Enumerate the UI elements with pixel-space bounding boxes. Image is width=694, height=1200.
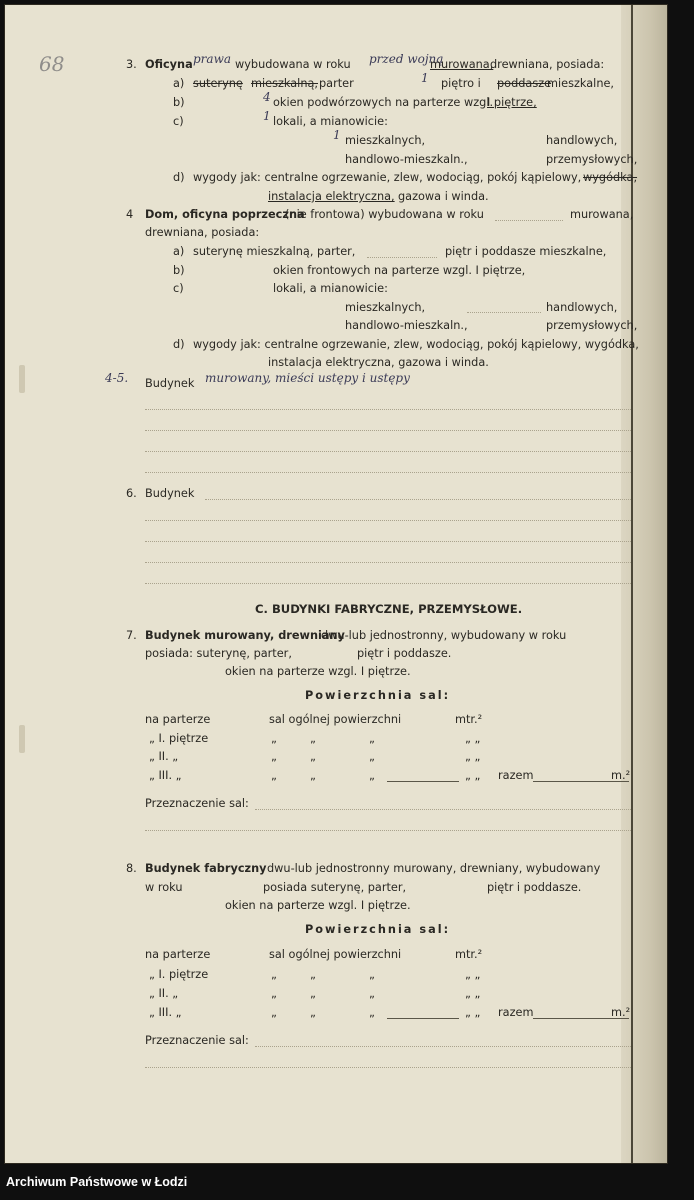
sec4-c-label: c) [173, 282, 184, 295]
sec6-line [145, 562, 631, 563]
sec7-ditto: „ [271, 732, 277, 745]
archive-footer [0, 1166, 694, 1200]
page-number: 68 [39, 52, 65, 76]
sec7-line3: okien na parterze wzgl. I piętrze. [225, 665, 411, 678]
sec3-a-suteryne: suterynę [193, 77, 243, 90]
sec3-line1-murowana: murowana, [430, 58, 494, 71]
sec7-ditto: „ [271, 769, 277, 782]
sec8-ditto: „ [369, 987, 375, 1000]
sec6-line [145, 541, 631, 542]
archive-name: Archiwum Państwowe w Łodzi [6, 1175, 188, 1189]
sec8-razem: razem [498, 1006, 534, 1019]
sec8-line [145, 1067, 631, 1068]
sec3-d-instalacja: instalacja elektryczna, [268, 190, 395, 203]
sec8-ditto: „ [271, 987, 277, 1000]
sec8-sal-ogolnej: sal ogólnej powierzchni [269, 948, 402, 961]
sec8-number: 8. [126, 862, 137, 875]
sec3-c-label: c) [173, 115, 184, 128]
sec7-line1: dwu-lub jednostronny, wybudowany w roku [321, 629, 567, 642]
binding-mark [19, 725, 25, 753]
sec5-line [145, 451, 631, 452]
sec5-handwritten-text: murowany, mieści ustępy i ustępy [205, 371, 410, 385]
sec7-m2: m.² [611, 769, 631, 782]
sec4-b-label: b) [173, 264, 185, 277]
sec8-pow-title: Powierzchnia sal: [305, 923, 451, 936]
sec3-d-label: d) [173, 171, 185, 184]
sec3-line1-a: wybudowana w roku [235, 58, 351, 71]
sec4-blank [467, 312, 541, 313]
sec7-ditto: „ [310, 769, 316, 782]
sec8-row1: „ I. piętrze [149, 968, 209, 981]
sec3-b-label: b) [173, 96, 185, 109]
sec4-line1-murowana: murowana, [570, 208, 634, 221]
sec7-sum-line [387, 781, 459, 782]
sec7-na-parterze: na parterze [145, 713, 211, 726]
sec6-line [145, 583, 631, 584]
sec8-ditto: „ [369, 968, 375, 981]
sec7-ditto: „ [369, 750, 375, 763]
sec3-handwritten-lokali: 1 [263, 109, 271, 123]
sec7-ditto: „ [310, 750, 316, 763]
sec7-line2-b: piętr i poddasze. [357, 647, 452, 660]
sec7-sal-ogolnej: sal ogólnej powierzchni [269, 713, 402, 726]
sec3-handwritten-pietro: 1 [421, 71, 429, 85]
sec4-d-text1: wygody jak: centralne ogrzewanie, zlew, wodociąg, pokój kąpielowy, wygódka, [193, 338, 639, 351]
sec4-a-label: a) [173, 245, 185, 258]
sec8-sum-line [387, 1018, 459, 1019]
sec7-row3: „ III. „ [149, 769, 182, 782]
sec7-row1: „ I. piętrze [149, 732, 209, 745]
sec3-a-mieszkalna: mieszkalną, [251, 77, 318, 90]
sec3-przemyslowych: przemysłowych, [546, 153, 638, 166]
sec4-line1-a: (nie frontowa) wybudowana w roku [285, 208, 484, 221]
sec8-ditto: „ „ [465, 968, 481, 981]
sec7-line [255, 809, 631, 810]
sec8-line1: dwu-lub jednostronny murowany, drewniany, wybudowany [267, 862, 601, 875]
sec3-line1-c: drewniana, posiada: [490, 58, 605, 71]
sec3-b-text: okien podwórzowych na parterze wzgl. [273, 96, 494, 109]
sec4-a-text1: suterynę mieszkalną, parter, [193, 245, 356, 258]
sec7-pow-title: Powierzchnia sal: [305, 689, 451, 702]
sec3-a-poddasze: poddasze [497, 77, 552, 90]
sec4-d-label: d) [173, 338, 185, 351]
sec8-line [255, 1046, 631, 1047]
sec7-line [145, 830, 631, 831]
sec8-ditto: „ „ [465, 1006, 481, 1019]
sec7-ditto: „ [369, 769, 375, 782]
sec4-title: Dom, oficyna poprzeczna [145, 208, 305, 221]
sec4-number: 4 [126, 208, 134, 221]
sec8-line2-a: w roku [145, 881, 183, 894]
sec5-line [145, 430, 631, 431]
sec4-a-text2: piętr i poddasze mieszkalne, [445, 245, 607, 258]
sec3-d-rest: gazowa i winda. [398, 190, 489, 203]
sec7-razem: razem [498, 769, 534, 782]
sec4-handlowych: handlowych, [546, 301, 618, 314]
sec6-line [145, 520, 631, 521]
sec4-a-blank [367, 257, 437, 258]
sec3-d-wygodka: wygódka, [583, 171, 638, 184]
sec8-przeznaczenie: Przeznaczenie sal: [145, 1034, 249, 1047]
binding-mark [19, 365, 25, 393]
sec3-handwritten-okien: 4 [263, 90, 271, 104]
sec7-line2-a: posiada: suterynę, parter, [145, 647, 292, 660]
sec8-row3: „ III. „ [149, 1006, 182, 1019]
sec7-row2: „ II. „ [149, 750, 179, 763]
sec4-line2: drewniana, posiada: [145, 226, 260, 239]
sec7-ditto: „ [310, 732, 316, 745]
sec7-przeznaczenie: Przeznaczenie sal: [145, 797, 249, 810]
sec8-ditto: „ [271, 1006, 277, 1019]
sec4-d-text2: instalacja elektryczna, gazowa i winda. [268, 356, 489, 369]
sec4-mieszkalnych: mieszkalnych, [345, 301, 426, 314]
sec8-m2: m.² [611, 1006, 631, 1019]
sec5-line [145, 409, 631, 410]
sec8-na-parterze: na parterze [145, 948, 211, 961]
sec7-mtr: mtr.² [455, 713, 483, 726]
sec3-handlowych: handlowych, [546, 134, 618, 147]
sec7-ditto: „ „ [465, 769, 481, 782]
sec8-ditto: „ [271, 968, 277, 981]
sec5-label: Budynek [145, 377, 195, 390]
sec3-a-parter: parter [319, 77, 354, 90]
sec3-handlowo: handlowo-mieszkaln., [345, 153, 468, 166]
sec8-ditto: „ [310, 987, 316, 1000]
sec8-ditto: „ „ [465, 987, 481, 1000]
sec6-label: Budynek [145, 487, 195, 500]
sec4-year-blank [495, 220, 563, 221]
sec7-ditto: „ [369, 732, 375, 745]
sec8-mtr: mtr.² [455, 948, 483, 961]
sec3-mieszkalnych: mieszkalnych, [345, 134, 426, 147]
sec5-handwritten-number: 4-5. [105, 371, 129, 385]
sec3-a-mieszkalne: mieszkalne, [547, 77, 615, 90]
sec8-ditto: „ [310, 1006, 316, 1019]
sec3-b-ipietrze: I piętrze, [487, 96, 537, 109]
sec6-line [205, 499, 631, 500]
sec7-ditto: „ [271, 750, 277, 763]
sec3-number: 3. [126, 58, 137, 71]
sec3-d-text1: wygody jak: centralne ogrzewanie, zlew, wodociąg, pokój kąpielowy, [193, 171, 582, 184]
sec8-ditto: „ [369, 1006, 375, 1019]
sec7-number: 7. [126, 629, 137, 642]
sec3-handwritten-prawa: prawa [193, 52, 231, 66]
sec8-ditto: „ [310, 968, 316, 981]
sec3-handwritten-mieszk: 1 [333, 128, 341, 142]
document-page [4, 4, 668, 1164]
sec4-przemyslowych: przemysłowych, [546, 319, 638, 332]
sec3-a-label: a) [173, 77, 185, 90]
section-c-title: C. BUDYNKI FABRYCZNE, PRZEMYSŁOWE. [255, 602, 523, 616]
sec8-row2: „ II. „ [149, 987, 179, 1000]
sec7-title: Budynek murowany, drewniany [145, 629, 345, 642]
sec4-handlowo: handlowo-mieszkaln., [345, 319, 468, 332]
sec5-line [145, 472, 631, 473]
sec4-b-text: okien frontowych na parterze wzgl. I piętrze, [273, 264, 526, 277]
sec8-line2-b: posiada suterynę, parter, [263, 881, 407, 894]
sec4-c-text: lokali, a mianowicie: [273, 282, 388, 295]
sec3-a-pietro: piętro i [441, 77, 481, 90]
sec7-ditto: „ „ [465, 732, 481, 745]
sec8-line2-c: piętr i poddasze. [487, 881, 582, 894]
sec3-handwritten-year: przed wojną [369, 52, 444, 66]
sec6-number: 6. [126, 487, 137, 500]
sec3-c-text: lokali, a mianowicie: [273, 115, 388, 128]
sec3-title: Oficyna [145, 58, 193, 71]
sec8-line3: okien na parterze wzgl. I piętrze. [225, 899, 411, 912]
sec7-ditto: „ „ [465, 750, 481, 763]
sec8-title: Budynek fabryczny [145, 862, 267, 875]
